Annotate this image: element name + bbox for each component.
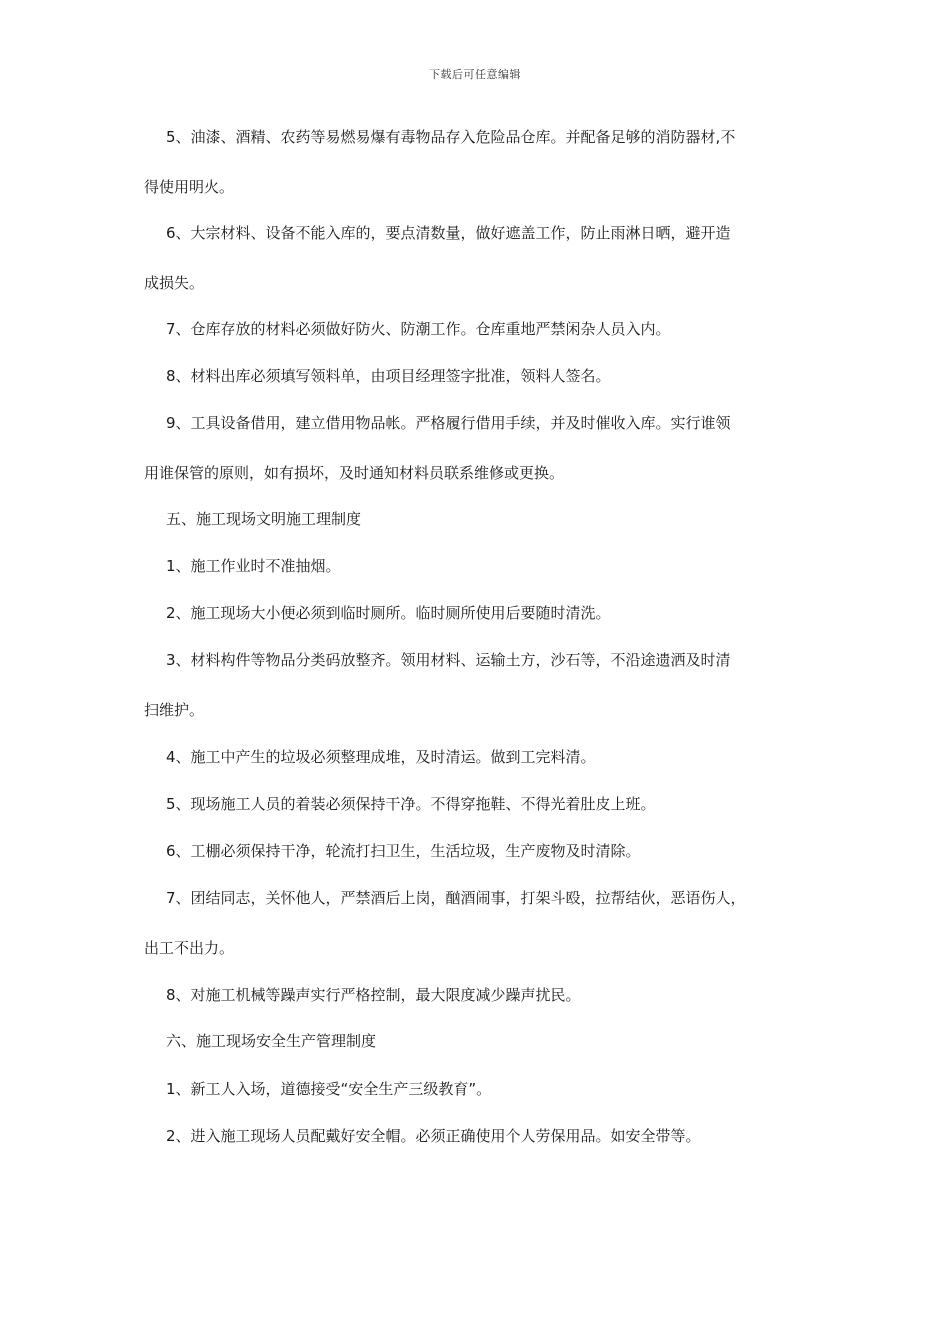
paragraph-line: 1、施工作业时不准抽烟。 (166, 557, 341, 575)
paragraph-line: 2、进入施工现场人员配戴好安全帽。必须正确使用个人劳保用品。如安全带等。 (166, 1127, 701, 1145)
page-header: 下载后可任意编辑 (429, 68, 521, 81)
paragraph-line: 扫维护。 (144, 701, 205, 719)
paragraph-line: 出工不出力。 (144, 939, 235, 957)
paragraph-line: 9、工具设备借用，建立借用物品帐。严格履行借用手续，并及时催收入库。实行谁领 (166, 414, 731, 432)
paragraph-line: 8、对施工机械等躁声实行严格控制，最大限度减少躁声扰民。 (166, 986, 581, 1004)
paragraph-line: 5、现场施工人员的着装必须保持干净。不得穿拖鞋、不得光着肚皮上班。 (166, 795, 656, 813)
paragraph-line: 6、工棚必须保持干净，轮流打扫卫生，生活垃圾，生产废物及时清除。 (166, 842, 641, 860)
paragraph-line: 5、油漆、酒精、农药等易燃易爆有毒物品存入危险品仓库。并配备足够的消防器材,不 (166, 128, 736, 146)
section-heading: 六、施工现场安全生产管理制度 (166, 1032, 377, 1050)
paragraph-line: 用谁保管的原则，如有损坏，及时通知材料员联系维修或更换。 (144, 464, 565, 482)
paragraph-line: 得使用明火。 (144, 178, 235, 196)
paragraph-line: 7、仓库存放的材料必须做好防火、防潮工作。仓库重地严禁闲杂人员入内。 (166, 320, 671, 338)
section-heading: 五、施工现场文明施工理制度 (166, 510, 362, 528)
paragraph-line: 6、大宗材料、设备不能入库的，要点清数量，做好遮盖工作，防止雨淋日晒，避开造 (166, 224, 731, 242)
paragraph-line: 4、施工中产生的垃圾必须整理成堆，及时清运。做到工完料清。 (166, 748, 596, 766)
paragraph-line: 2、施工现场大小便必须到临时厕所。临时厕所使用后要随时清洗。 (166, 604, 611, 622)
paragraph-line: 8、材料出库必须填写领料单，由项目经理签字批准，领料人签名。 (166, 367, 611, 385)
paragraph-line: 1、新工人入场，道德接受“安全生产三级教育”。 (166, 1080, 492, 1098)
paragraph-line: 7、团结同志，关怀他人，严禁酒后上岗，酗酒闹事，打架斗殴，拉帮结伙，恶语伤人， (166, 889, 746, 907)
paragraph-line: 成损失。 (144, 274, 205, 292)
paragraph-line: 3、材料构件等物品分类码放整齐。领用材料、运输土方，沙石等，不沿途遗洒及时清 (166, 651, 731, 669)
